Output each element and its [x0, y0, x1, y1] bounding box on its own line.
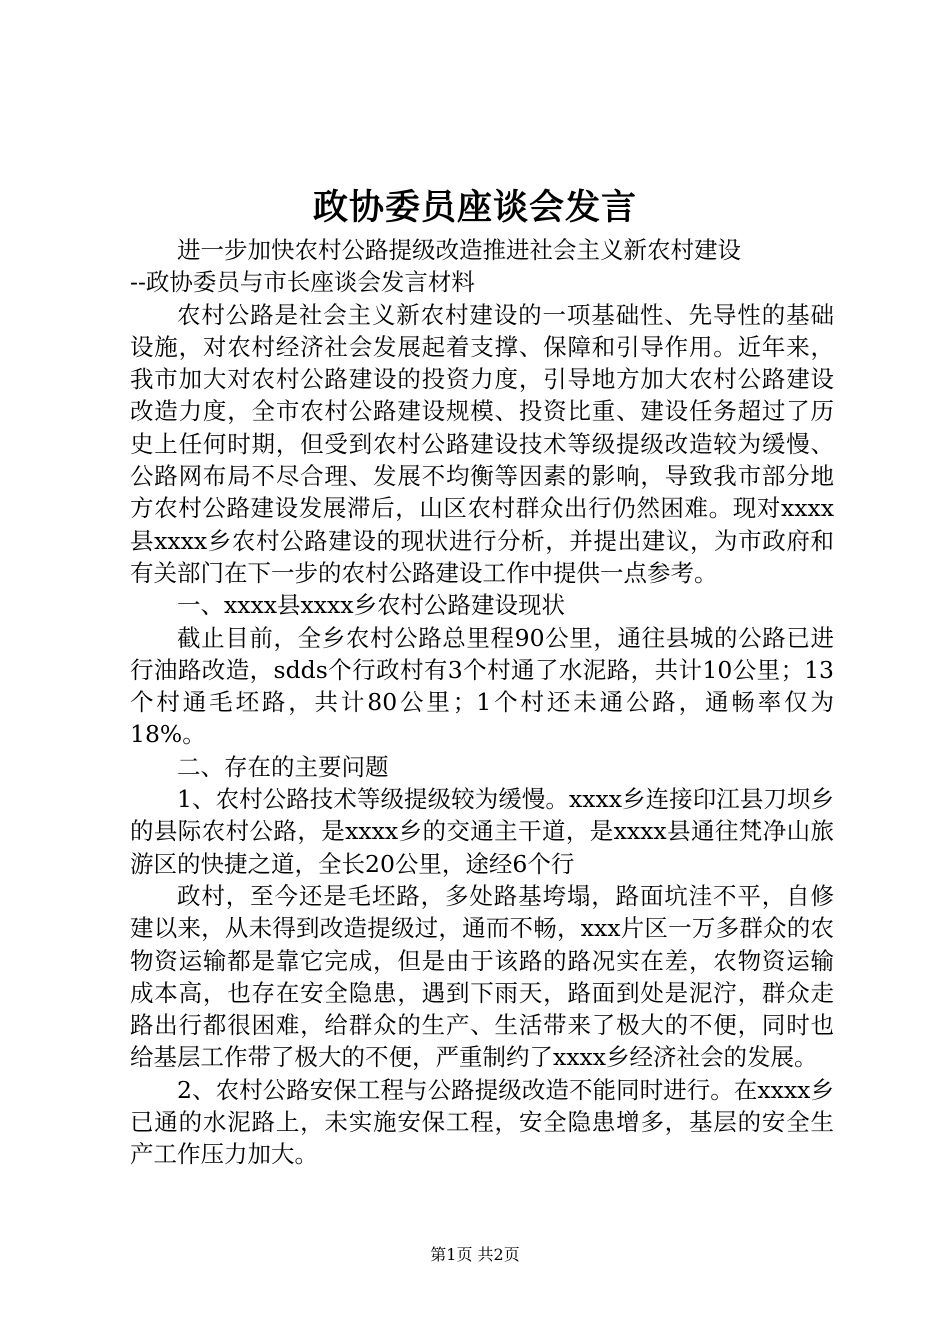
- subtitle-line-2: --政协委员与市长座谈会发言材料: [130, 268, 475, 297]
- paragraph: 农村公路是社会主义新农村建设的一项基础性、先导性的基础设施，对农村经济社会发展起着支撑、保障和引导作用。近年来，我市加大对农村公路建设的投资力度，引导地方加大农村公路建设改造力度，全市农村公路建设规模、投资比重、建设任务超过了历史上任何时期，但受到农村公路建设技术等级提级改造较为缓慢、公路网布局不尽合理、发展不均衡等因素的影响，导致我市部分地方农村公路建设发展滞后，山区农村群众出行仍然困难。现对xxxx县xxxx乡农村公路建设的现状进行分析，并提出建议，为市政府和有关部门在下一步的农村公路建设工作中提供一点参考。: [130, 300, 834, 587]
- paragraph: 1、农村公路技术等级提级较为缓慢。xxxx乡连接印江县刀坝乡的县际农村公路，是xxxx乡的交通主干道，是xxxx县通往梵净山旅游区的快捷之道，全长20公里，途经6个行: [130, 785, 834, 878]
- section-heading: 一、xxxx县xxxx乡农村公路建设现状: [177, 591, 566, 620]
- page-footer: 第1页 共2页: [430, 1245, 520, 1264]
- paragraph: 截止目前，全乡农村公路总里程90公里，通往县城的公路已进行油路改造，sdds个行政村有3个村通了水泥路，共计10公里；13个村通毛坯路，共计80公里；1个村还未通公路，通畅率仅为18%。: [130, 623, 834, 749]
- document-title: 政协委员座谈会发言: [312, 187, 637, 228]
- paragraph: 政村，至今还是毛坯路，多处路基垮塌，路面坑洼不平，自修建以来，从未得到改造提级过，通而不畅，xxx片区一万多群众的农物资运输都是靠它完成，但是由于该路的路况实在差，农物资运输成本高，也存在安全隐患，遇到下雨天，路面到处是泥泞，群众走路出行都很困难，给群众的生产、生活带来了极大的不便，同时也给基层工作带了极大的不便，严重制约了xxxx乡经济社会的发展。: [130, 881, 834, 1072]
- paragraph: 2、农村公路安保工程与公路提级改造不能同时进行。在xxxx乡已通的水泥路上，未实施安保工程，安全隐患增多，基层的安全生产工作压力加大。: [130, 1075, 834, 1169]
- subtitle-line-1: 进一步加快农村公路提级改造推进社会主义新农村建设: [177, 236, 741, 264]
- section-heading: 二、存在的主要问题: [177, 752, 389, 781]
- document-body: [130, 234, 834, 1171]
